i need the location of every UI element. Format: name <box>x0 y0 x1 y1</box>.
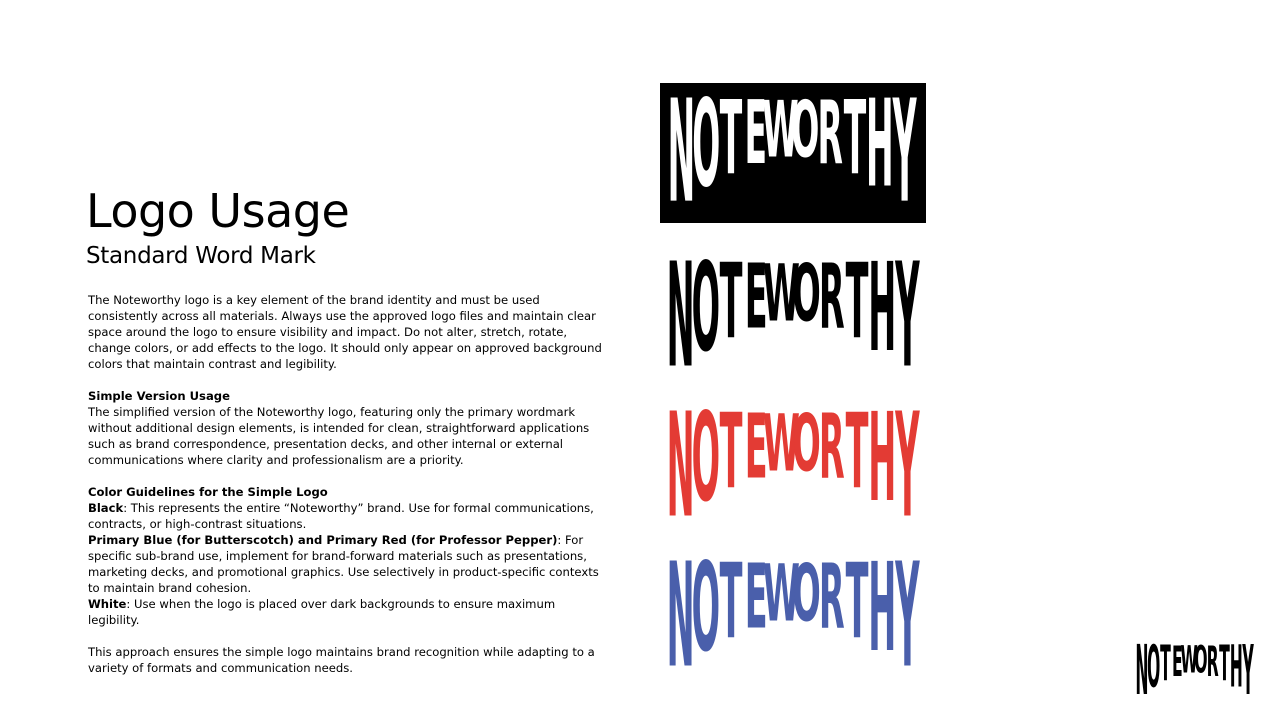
primary-text: : For specific sub-brand use, implement for brand-forward materials such as presentations, marketing decks, and promotional graphics. Use selectively in product-specific contexts to maintain brand cohesion. <box>88 533 599 595</box>
wordmark-letter: E <box>744 558 768 649</box>
wordmark-letter: O <box>691 408 721 526</box>
simple-version-paragraph: The simplified version of the Noteworthy logo, featuring only the primary wordmark without additional design elements, is intended for clean, straightforward applications such as brand correspondence, presentation decks, and other internal or external communications where clarity and professionalism are a priority. <box>88 405 590 467</box>
wordmark-letter: H <box>868 258 897 376</box>
logo-blue <box>665 558 923 676</box>
wordmark-letter: T <box>845 558 869 663</box>
wordmark-letter: O <box>792 408 821 491</box>
wordmark-letter: O <box>792 558 821 641</box>
wordmark-letters <box>668 83 917 223</box>
wordmark-letter: W <box>762 408 800 491</box>
wordmark-svg <box>665 258 923 376</box>
wordmark-letter: R <box>818 408 845 499</box>
wordmark-letter: W <box>762 558 800 641</box>
wordmark-letter: O <box>1147 643 1161 699</box>
wordmark-letters <box>1135 643 1254 699</box>
wordmark-letter: E <box>1171 643 1183 687</box>
wordmark-letter: O <box>792 258 821 341</box>
wordmark-svg <box>1134 643 1256 699</box>
white-guideline <box>88 596 610 628</box>
wordmark-svg <box>665 408 923 526</box>
wordmark-letter: H <box>1229 643 1243 699</box>
wordmark-letter: N <box>667 83 696 223</box>
wordmark-letter: O <box>791 86 820 177</box>
wordmark-letters <box>667 408 920 526</box>
wordmark-letter: W <box>762 86 799 177</box>
logo-red <box>665 408 923 526</box>
wordmark-letter: R <box>818 258 845 349</box>
wordmark-letter: R <box>1206 643 1219 687</box>
wordmark-letters <box>667 558 920 676</box>
wordmark-letter: N <box>666 408 695 526</box>
wordmark-letter: Y <box>895 258 920 376</box>
wordmark-letter: N <box>1135 643 1149 699</box>
page-title: Logo Usage <box>86 184 350 238</box>
wordmark-letter: H <box>868 408 897 526</box>
wordmark-svg <box>665 558 923 676</box>
wordmark-letter: H <box>868 558 897 676</box>
wordmark-letter: T <box>719 408 743 513</box>
wordmark-letter: E <box>744 258 768 349</box>
logo-white-on-black <box>660 83 926 223</box>
wordmark-letter: E <box>744 83 768 185</box>
color-guidelines-heading: Color Guidelines for the Simple Logo <box>88 485 328 499</box>
body-text <box>88 292 610 676</box>
wordmark-letter: Y <box>1242 643 1254 699</box>
wordmark-letter: O <box>692 83 721 215</box>
intro-paragraph: The Noteworthy logo is a key element of the brand identity and must be used consistently across all materials. Always use the approved logo files and maintain clear space around the logo to ensure visibility and impact. Do not alter, stretch, rotate, change colors, or add effects to the logo. It should only appear on approved background colors that maintain contrast and legibility. <box>88 293 602 371</box>
wordmark-letter: T <box>1219 643 1230 693</box>
wordmark-letter: T <box>719 258 743 363</box>
wordmark-letter: T <box>843 83 867 198</box>
wordmark-letter: O <box>691 558 721 676</box>
wordmark-letter: T <box>719 83 743 198</box>
simple-version-heading: Simple Version Usage <box>88 389 230 403</box>
black-text: : This represents the entire “Noteworthy” brand. Use for formal communications, contracts, or high-contrast situations. <box>88 501 594 531</box>
page-subtitle: Standard Word Mark <box>86 243 316 269</box>
wordmark-letters <box>667 258 920 376</box>
wordmark-letter: Y <box>892 83 917 223</box>
wordmark-letter: W <box>1180 643 1198 682</box>
wordmark-letter: W <box>762 258 800 341</box>
white-text: : Use when the logo is placed over dark backgrounds to ensure maximum legibility. <box>88 597 556 627</box>
closing-paragraph: This approach ensures the simple logo maintains brand recognition while adapting to a variety of formats and communication needs. <box>88 645 595 675</box>
primary-label: Primary Blue (for Butterscotch) and Primary Red (for Professor Pepper) <box>88 533 558 547</box>
wordmark-letter: H <box>866 83 894 215</box>
wordmark-svg <box>660 83 926 223</box>
primary-guideline <box>88 532 610 596</box>
wordmark-letter: Y <box>895 558 920 676</box>
wordmark-letter: T <box>1160 643 1171 693</box>
corner-logo <box>1134 643 1256 699</box>
white-label: White <box>88 597 127 611</box>
wordmark-letter: T <box>845 258 869 363</box>
wordmark-letter: O <box>1194 643 1208 682</box>
wordmark-letter: O <box>691 258 721 376</box>
black-guideline <box>88 500 610 532</box>
logo-black <box>665 258 923 376</box>
wordmark-letter: E <box>744 408 768 499</box>
wordmark-letter: R <box>818 558 845 649</box>
black-label: Black <box>88 501 124 515</box>
wordmark-letter: N <box>666 558 695 676</box>
wordmark-letter: T <box>845 408 869 513</box>
wordmark-letter: T <box>719 558 743 663</box>
wordmark-letter: Y <box>895 408 920 526</box>
wordmark-letter: R <box>817 83 843 185</box>
wordmark-letter: N <box>666 258 695 376</box>
